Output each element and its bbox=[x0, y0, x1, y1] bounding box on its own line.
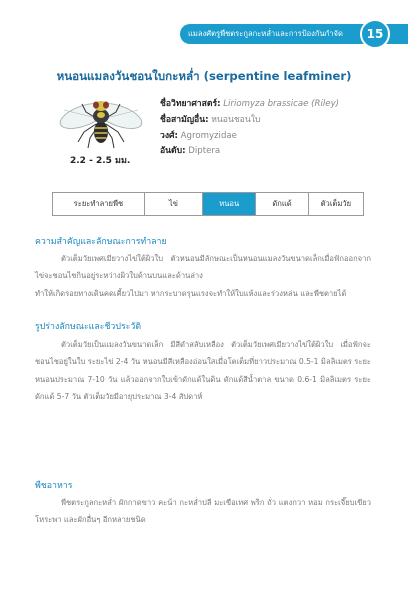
running-header bbox=[180, 24, 408, 44]
taxonomy-key: วงศ์: bbox=[160, 130, 178, 141]
specimen-size: 2.2 - 2.5 มม. bbox=[70, 156, 131, 166]
taxonomy-box bbox=[160, 97, 380, 160]
taxonomy-row-order bbox=[160, 144, 380, 160]
paragraph: ตัวเต็มวัยเพศเมียวางไข่ใต้ผิวใบ ตัวหนอนมีลักษณะเป็นหนอนแมลงวันขนาดเล็กเมื่อฟักออกจากไข่จะชอนไชกินอยู่ระหว่างผิวใบด้านบนและด้านล่าง bbox=[35, 254, 371, 281]
page-title: หนอนแมลงวันชอนใบกะหล่ำ (serpentine leafminer) bbox=[56, 69, 352, 83]
damage-stage-table bbox=[52, 192, 364, 216]
stage-cell-egg: ไข่ bbox=[145, 193, 203, 215]
section-heading-biology: รูปร่างลักษณะและชีวประวัติ bbox=[35, 322, 142, 332]
stage-cell-header: ระยะทำลายพืช bbox=[53, 193, 145, 215]
taxonomy-row-family bbox=[160, 129, 380, 145]
paragraph: ทำให้เกิดรอยทางเดินคดเคี้ยวไปมา หากระบาดรุนแรงจะทำให้ใบแห้งและร่วงหล่น และพืชตายได้ bbox=[35, 288, 347, 298]
taxonomy-value: Diptera bbox=[188, 146, 221, 157]
stage-cell-larva: หนอน bbox=[203, 193, 256, 215]
taxonomy-key: ชื่อวิทยาศาสตร์: bbox=[160, 99, 221, 109]
running-title: แมลงศัตรูพืชตระกูลกะหล่ำและการป้องกันกำจัด bbox=[188, 29, 343, 38]
taxonomy-key: ชื่อสามัญอื่น: bbox=[160, 114, 209, 125]
stage-cell-adult: ตัวเต็มวัย bbox=[320, 199, 352, 208]
section-heading-host-plants: พืชอาหาร bbox=[35, 481, 73, 491]
section-body-host-plants bbox=[35, 494, 371, 529]
paragraph: ตัวเต็มวัยเป็นแมลงวันขนาดเล็ก มีสีดำสลับเหลือง ตัวเต็มวัยเพศเมียวางไข่ใต้ผิวใบ เมื่อฟักจะชอนไชอยู่ในใบ ระยะไข่ 2-4 วัน หนอนมีสีเหลืองอ่อนใสเมื่อโตเต็มที่ยาวประมาณ 0.5-1 มิลลิเมตร ระยะหนอนประมาณ 7-10 วัน แล้วออกจากใบเข้าดักแด้ในดิน ดักแด้สีน้ำตาล ขนาด 0.6-1 มิลลิเมตร ระยะดักแด้ 5-7 วัน ตัวเต็มวัยมีอายุประมาณ 3-4 สัปดาห์ bbox=[35, 340, 371, 402]
section-heading-damage: ความสำคัญและลักษณะการทำลาย bbox=[35, 237, 167, 247]
taxonomy-row-common-name bbox=[160, 113, 380, 129]
paragraph: พืชตระกูลกะหล่ำ ผักกาดขาว คะน้า กะหล่ำปลี มะเขือเทศ พริก ถั่ว แตงกวา หอม กระเจี๊ยบเขียว โหระพา และผักอื่นๆ อีกหลายชนิด bbox=[35, 498, 371, 525]
taxonomy-key: อันดับ: bbox=[160, 146, 186, 157]
taxonomy-value: Liriomyza brassicae (Riley) bbox=[223, 99, 340, 109]
section-body-biology bbox=[35, 336, 371, 406]
stage-cell-pupa: ดักแด้ bbox=[256, 193, 308, 215]
taxonomy-row-scientific-name bbox=[160, 97, 380, 113]
taxonomy-value: Agromyzidae bbox=[180, 130, 237, 141]
fly-illustration-icon bbox=[56, 88, 146, 154]
page-number: 15 bbox=[360, 19, 390, 49]
taxonomy-value: หนอนชอนใบ bbox=[211, 114, 261, 125]
section-body-damage bbox=[35, 250, 371, 302]
